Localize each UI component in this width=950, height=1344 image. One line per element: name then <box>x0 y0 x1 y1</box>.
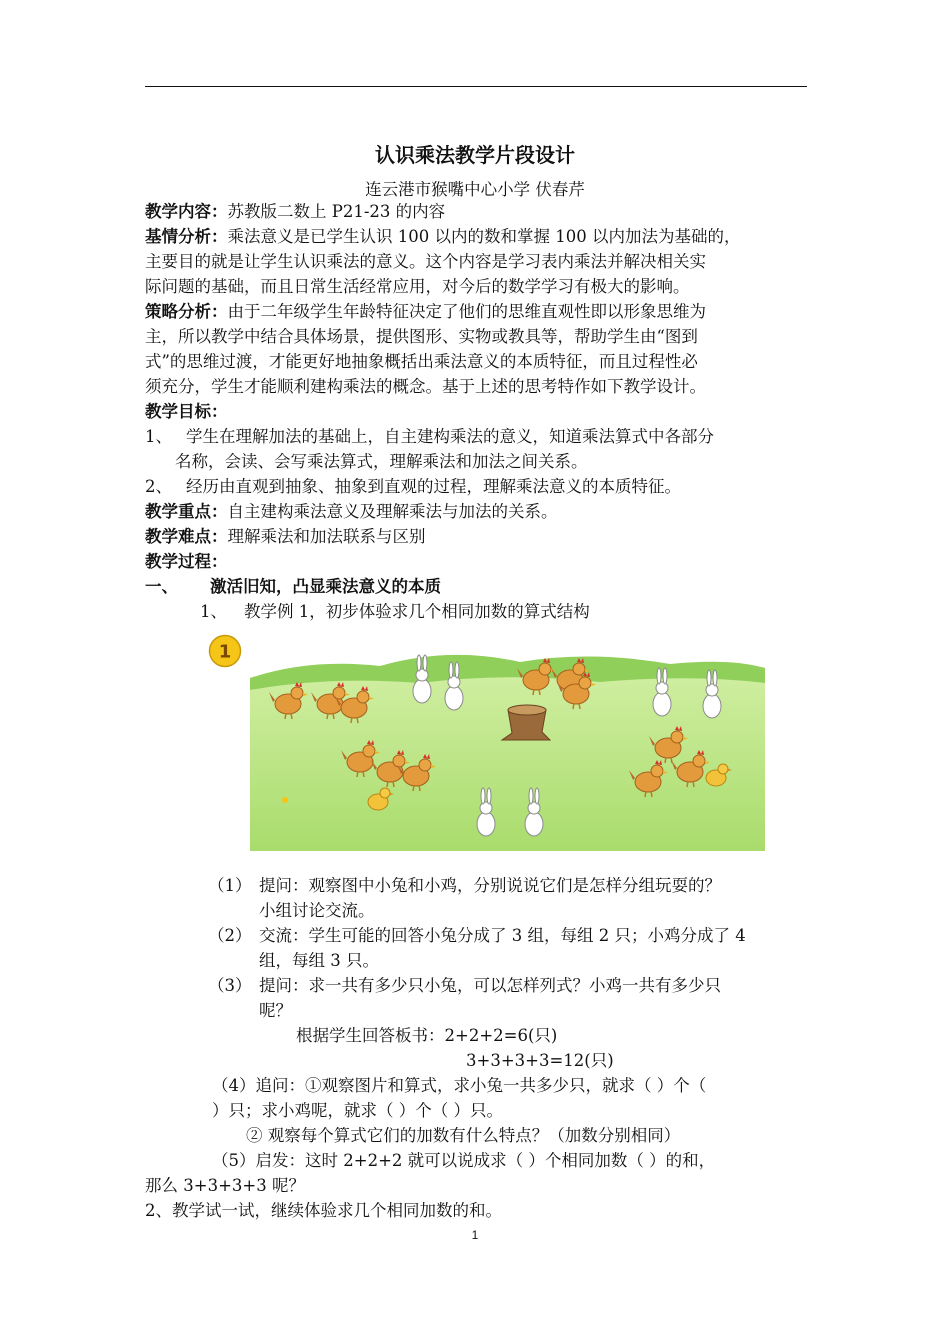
analysis-line-1 <box>145 225 740 249</box>
difficulty-line <box>145 525 426 549</box>
q2-text-1: 交流：学生可能的回答小兔分成了 3 组，每组 2 只；小鸡分成了 4 <box>259 926 746 945</box>
section-1-title: 激活旧知，凸显乘法意义的本质 <box>210 577 441 596</box>
strategy-line-3: 式”的思维过渡，才能更好地抽象概括出乘法意义的本质特征，而且过程性必 <box>145 352 698 371</box>
content-label: 教学内容： <box>145 202 228 221</box>
header-rule <box>145 86 807 87</box>
q3-number: （3） <box>208 976 252 995</box>
strategy-line-1 <box>145 300 706 324</box>
sub-2-text: 2、教学试一试，继续体验求几个相同加数的和。 <box>145 1201 502 1220</box>
strategy-label: 策略分析： <box>145 302 228 321</box>
sub-1-text: 教学例 1，初步体验求几个相同加数的算式结构 <box>244 602 590 621</box>
q5-text-1: （5）启发：这时 2+2+2 就可以说成求（ ）个相同加数（ ）的和， <box>212 1151 716 1170</box>
number-badge-icon <box>208 634 242 668</box>
difficulty-text: 理解乘法和加法联系与区别 <box>227 527 426 546</box>
q3-text-1: 提问：求一共有多少只小兔，可以怎样列式？小鸡一共有多少只 <box>259 976 721 995</box>
content-text: 苏教版二数上 P21-23 的内容 <box>227 202 446 221</box>
q3-text-2: 呢？ <box>259 1001 292 1020</box>
analysis-line-2: 主要目的就是让学生认识乘法的意义。这个内容是学习表内乘法并解决相关实 <box>145 252 706 271</box>
sub-1-number: 1、 <box>200 602 227 621</box>
badge-number: 1 <box>218 641 232 663</box>
q4-text-1: （4）追问：①观察图片和算式，求小兔一共多少只，就求（ ）个（ <box>212 1076 707 1095</box>
key-label: 教学重点： <box>145 502 228 521</box>
process-label: 教学过程： <box>145 552 228 571</box>
goal-1-line-1 <box>145 425 714 449</box>
goal-1-text-1: 学生在理解加法的基础上，自主建构乘法的意义，知道乘法算式中各部分 <box>186 427 714 446</box>
q2-text-2: 组，每组 3 只。 <box>259 951 379 970</box>
board-intro: 根据学生回答板书：2+2+2=6(只) <box>296 1026 558 1045</box>
q4-text-2: ）只；求小鸡呢，就求（ ）个（ ）只。 <box>212 1101 503 1120</box>
q1-number: （1） <box>208 876 252 895</box>
page-number: 1 <box>471 1228 479 1242</box>
goal-2-text: 经历由直观到抽象、抽象到直观的过程，理解乘法意义的本质特征。 <box>186 477 681 496</box>
key-line <box>145 500 558 524</box>
strategy-line-4: 须充分，学生才能顺利建构乘法的概念。基于上述的思考特作如下教学设计。 <box>145 377 706 396</box>
analysis-label: 基情分析： <box>145 227 228 246</box>
q1-text-1: 提问：观察图中小兔和小鸡，分别说说它们是怎样分组玩耍的？ <box>259 876 721 895</box>
analysis-line-3: 际问题的基础，而且日常生活经常应用，对今后的数学学习有极大的影响。 <box>145 277 690 296</box>
board-equation-2: 3+3+3+3=12(只) <box>466 1051 614 1070</box>
document-title: 认识乘法教学片段设计 <box>375 143 575 167</box>
farm-scene-illustration <box>250 628 765 851</box>
q4-text-3: ② 观察每个算式它们的加数有什么特点？（加数分别相同） <box>246 1126 681 1145</box>
goal-1-number: 1、 <box>145 427 172 446</box>
q5-text-2: 那么 3+3+3+3 呢？ <box>145 1176 305 1195</box>
goal-1-line-2: 名称，会读、会写乘法算式，理解乘法和加法之间关系。 <box>175 452 588 471</box>
goal-2-line-1 <box>145 475 681 499</box>
key-text: 自主建构乘法意义及理解乘法与加法的关系。 <box>227 502 558 521</box>
q2-number: （2） <box>208 926 252 945</box>
strategy-text-1: 由于二年级学生年龄特征决定了他们的思维直观性即以形象思维为 <box>227 302 706 321</box>
author-line: 连云港市猴嘴中心小学 伏春芹 <box>365 180 585 199</box>
q1-text-2: 小组讨论交流。 <box>259 901 375 920</box>
section-1-number: 一、 <box>145 577 178 596</box>
strategy-line-2: 主，所以教学中结合具体场景，提供图形、实物或教具等，帮助学生由“图到 <box>145 327 698 346</box>
difficulty-label: 教学难点： <box>145 527 228 546</box>
goals-label: 教学目标： <box>145 402 228 421</box>
content-line <box>145 200 445 224</box>
goal-2-number: 2、 <box>145 477 172 496</box>
analysis-text-1: 乘法意义是已学生认识 100 以内的数和掌握 100 以内加法为基础的， <box>227 227 741 246</box>
